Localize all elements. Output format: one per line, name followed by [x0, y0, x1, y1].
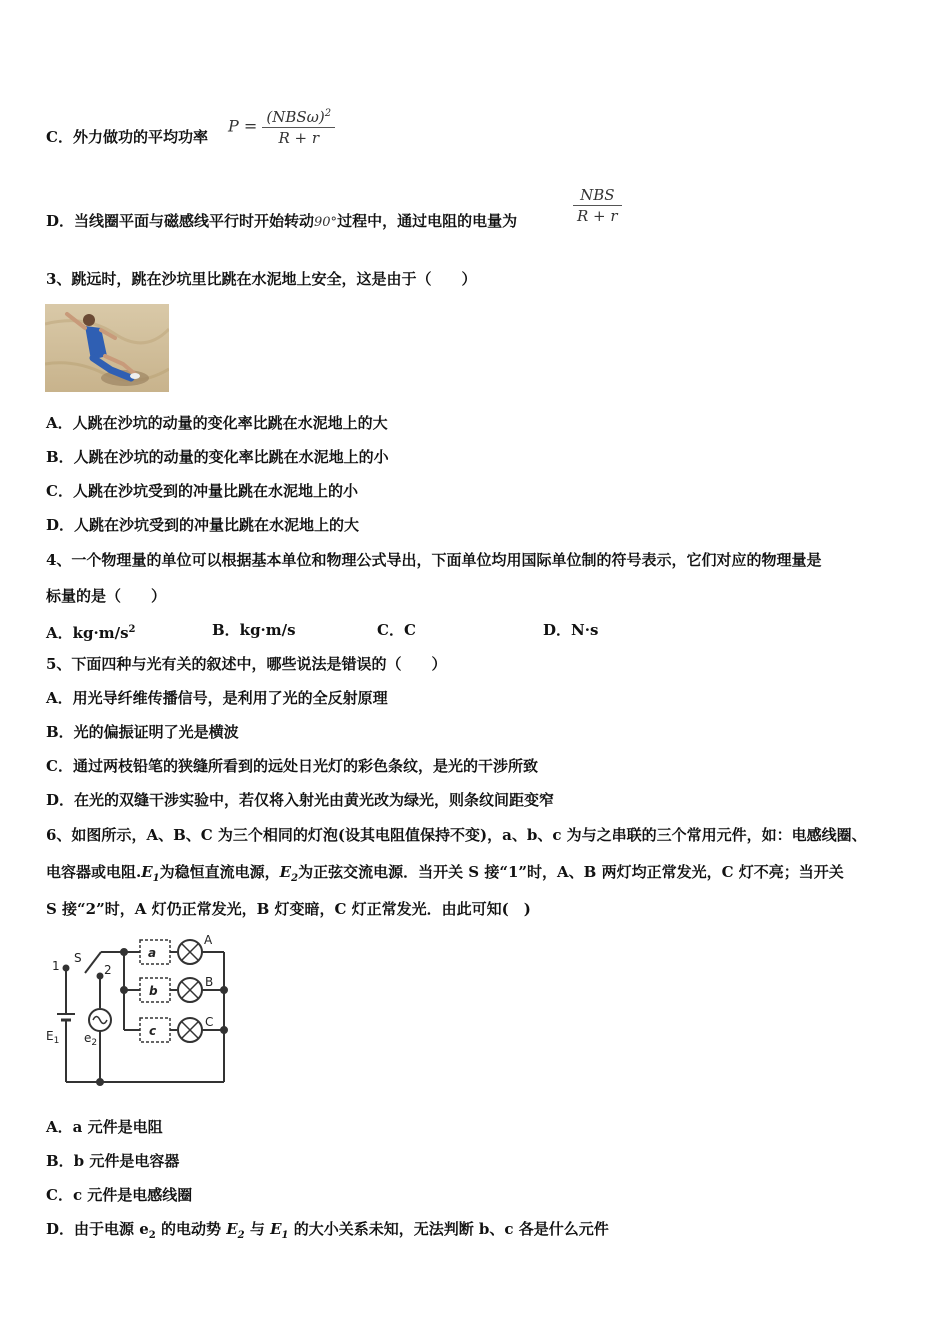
q6-option-b: B．b 元件是电容器: [46, 1152, 180, 1170]
label-c: c: [149, 1024, 157, 1038]
formula-lhs: P =: [228, 116, 258, 136]
q4-option-d: D．N·s: [543, 621, 599, 639]
q2-option-c: [46, 127, 208, 147]
q2-option-d-pre: D．当线圈平面与磁感线平行时开始转动: [46, 212, 315, 230]
q5-option-a: A．用光导纤维传播信号，是利用了光的全反射原理: [46, 689, 388, 707]
q2-option-c-formula: [228, 104, 335, 148]
q4-option-b: B．kg·m/s: [212, 621, 296, 639]
formula-numerator: (NBSω): [266, 108, 325, 126]
circuit-diagram: [44, 930, 234, 1090]
q5-stem: 5、下面四种与光有关的叙述中，哪些说法是错误的（ ）: [46, 655, 447, 673]
q3-option-a: A．人跳在沙坑的动量的变化率比跳在水泥地上的大: [46, 414, 388, 432]
q3-option-d: D．人跳在沙坑受到的冲量比跳在水泥地上的大: [46, 516, 360, 534]
q6-option-c: C．c 元件是电感线圈: [46, 1186, 193, 1204]
q4-stem-line2: 标量的是（ ）: [46, 587, 167, 605]
long-jump-photo: [45, 304, 169, 392]
q4-option-c: C．C: [377, 621, 416, 639]
q6-stem-line1: 6、如图所示，A、B、C 为三个相同的灯泡(设其电阻值保持不变)，a、b、c 为与之串联的三个常用元件，如：电感线圈、: [46, 826, 867, 844]
q6-stem-line2: 电容器或电阻$.E_1$为稳恒直流电源，$E_2$为正弦交流电源．当开关 S 接“1”时，A、B 两灯均正常发光，C 灯不亮；当开关: [46, 863, 844, 884]
formula-exponent: 2: [324, 108, 332, 119]
q2-option-d: [46, 211, 517, 233]
angle-value: 90°: [314, 215, 338, 230]
q4-option-a: A．$kg\cdot m/s^2$: [46, 624, 136, 642]
label-2: 2: [104, 963, 112, 977]
terminal-2: [98, 974, 103, 979]
label-1: 1: [52, 959, 60, 973]
q6-stem-line3: S 接“2”时，A 灯仍正常发光，B 灯变暗，C 灯正常发光．由此可知( ): [46, 900, 531, 918]
q3-option-b: B．人跳在沙坑的动量的变化率比跳在水泥地上的小: [46, 448, 389, 466]
label-lamp-a: A: [204, 933, 213, 947]
label-lamp-b: B: [205, 975, 214, 989]
switch-blade: [85, 952, 101, 973]
label-e1: $E_1$: [46, 1029, 60, 1046]
terminal-1: [64, 966, 69, 971]
e2-symbol: $E_2$: [279, 863, 299, 884]
label-a: a: [148, 946, 157, 960]
q2-option-d-post: 过程中，通过电阻的电量为: [337, 212, 518, 230]
q2-option-d-formula: [573, 185, 622, 226]
label-e2: $e_2$: [84, 1031, 98, 1048]
charge-denominator: R + r: [577, 207, 618, 225]
q2-option-c-label: C．外力做功的平均功率: [46, 128, 208, 146]
formula-denominator: R + r: [278, 129, 320, 147]
q5-option-c: C．通过两枝铅笔的狭缝所看到的远处日光灯的彩色条纹，是光的干涉所致: [46, 757, 538, 775]
label-lamp-c: C: [205, 1015, 214, 1029]
charge-numerator: NBS: [573, 185, 622, 206]
label-b: b: [149, 984, 158, 998]
label-s: S: [74, 951, 82, 965]
e1-symbol: $E_1$: [141, 863, 160, 884]
q5-option-b: B．光的偏振证明了光是横波: [46, 723, 239, 741]
q5-option-d: D．在光的双缝干涉实验中，若仅将入射光由黄光改为绿光，则条纹间距变窄: [46, 791, 555, 809]
q6-option-d: D．由于电源 $e_2$ 的电动势 $E_2$ 与 $E_1$ 的大小关系未知，无法判断 b、c 各是什么元件: [46, 1220, 609, 1241]
q4-stem-line1: 4、一个物理量的单位可以根据基本单位和物理公式导出，下面单位均用国际单位制的符号表示，它们对应的物理量是: [46, 551, 822, 569]
q3-stem: 3、跳远时，跳在沙坑里比跳在水泥地上安全，这是由于（ ）: [46, 270, 477, 288]
formula-fraction: [262, 104, 335, 148]
q3-option-c: C．人跳在沙坑受到的冲量比跳在水泥地上的小: [46, 482, 358, 500]
q6-option-a: A．a 元件是电阻: [46, 1118, 163, 1136]
